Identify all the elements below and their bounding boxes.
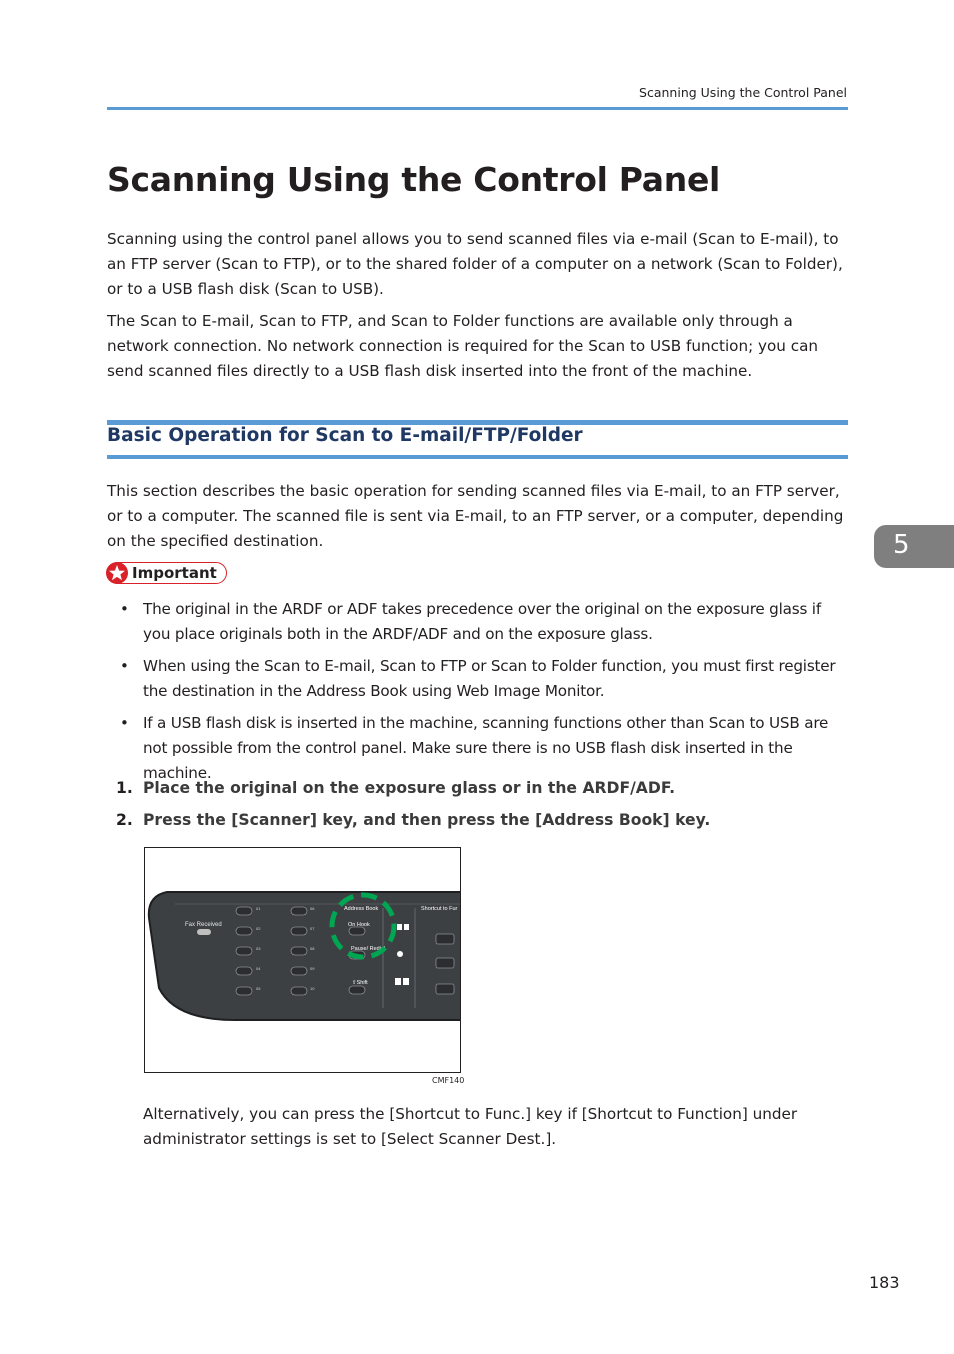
step-number: 2. — [116, 811, 133, 829]
one-touch-label: 05 — [256, 986, 261, 991]
bullet-icon: • — [120, 714, 129, 732]
step-item — [116, 808, 856, 833]
list-item-text: When using the Scan to E-mail, Scan to FTP or Scan to Folder function, you must first register the destination in the Address Book using Web Image Monitor. — [143, 657, 836, 700]
one-touch-label: 10 — [310, 986, 315, 991]
intro-paragraph-2: The Scan to E-mail, Scan to FTP, and Scan to Folder functions are available only through a network connection. No network connection is required for the Scan to USB function; you can send scanned files directly to a USB flash disk inserted into the front of the machine. — [107, 312, 819, 380]
important-label: Important — [132, 564, 217, 582]
bullet-icon: • — [120, 600, 129, 618]
important-list — [116, 597, 836, 793]
control-panel-figure — [144, 847, 461, 1073]
one-touch-label: 06 — [310, 906, 315, 911]
one-touch-label: 04 — [256, 966, 261, 971]
address-book-label: Address Book — [344, 906, 379, 912]
step-item — [116, 776, 856, 801]
one-touch-label: 01 — [256, 906, 261, 911]
on-hook-label: On Hook — [348, 922, 370, 928]
chapter-tab — [874, 525, 954, 568]
header-rule — [107, 107, 848, 110]
step-text: Press the [Scanner] key, and then press the [Address Book] key. — [143, 811, 711, 829]
one-touch-label: 03 — [256, 946, 261, 951]
one-touch-label: 09 — [310, 966, 315, 971]
steps-list — [116, 776, 856, 833]
running-header: Scanning Using the Control Panel — [639, 85, 847, 100]
section-description: This section describes the basic operation for sending scanned files via E-mail, to an FTP server, or to a computer. The scanned file is sent via E-mail, to an FTP server, or a computer, depending on the specified destination. — [107, 482, 844, 550]
list-item — [116, 711, 836, 786]
shift-label: ⇧Shift — [352, 980, 368, 986]
list-item — [116, 654, 836, 704]
section-bottom-rule — [107, 455, 848, 459]
figure-code: CMF140 — [432, 1076, 465, 1085]
pause-redial-label: Pause/ Redial — [351, 946, 386, 952]
one-touch-label: 07 — [310, 926, 315, 931]
intro-paragraph-1: Scanning using the control panel allows you to send scanned files via e-mail (Scan to E-mail), to an FTP server (Scan to FTP), or to the shared folder of a computer on a network (Scan to Folder), or to a USB flash disk (Scan to USB). — [107, 230, 843, 298]
chapter-number: 5 — [893, 530, 910, 560]
page-number: 183 — [869, 1273, 900, 1292]
control-panel-illustration — [145, 848, 460, 1072]
section-heading: Basic Operation for Scan to E-mail/FTP/Folder — [107, 425, 583, 446]
fax-received-lamp — [197, 929, 211, 935]
list-item-text: If a USB flash disk is inserted in the machine, scanning functions other than Scan to USB are not possible from the control panel. Make sure there is no USB flash disk inserted in the machine. — [143, 714, 829, 782]
step-number: 1. — [116, 779, 133, 797]
bullet-icon: • — [120, 657, 129, 675]
list-item — [116, 597, 836, 647]
step-text: Place the original on the exposure glass or in the ARDF/ADF. — [143, 779, 676, 797]
one-touch-label: 08 — [310, 946, 315, 951]
list-item-text: The original in the ARDF or ADF takes precedence over the original on the exposure glass if you place originals both in the ARDF/ADF and on the exposure glass. — [143, 600, 821, 643]
shortcut-label: Shortcut to Fur — [421, 906, 458, 912]
fax-received-label: Fax Received — [185, 922, 222, 928]
star-in-circle-icon — [106, 562, 128, 584]
one-touch-label: 02 — [256, 926, 261, 931]
page-title: Scanning Using the Control Panel — [107, 160, 721, 199]
important-badge — [107, 562, 227, 584]
alternative-note: Alternatively, you can press the [Shortcut to Func.] key if [Shortcut to Function] under administrator settings is set to [Select Scanner Dest.]. — [143, 1105, 798, 1148]
